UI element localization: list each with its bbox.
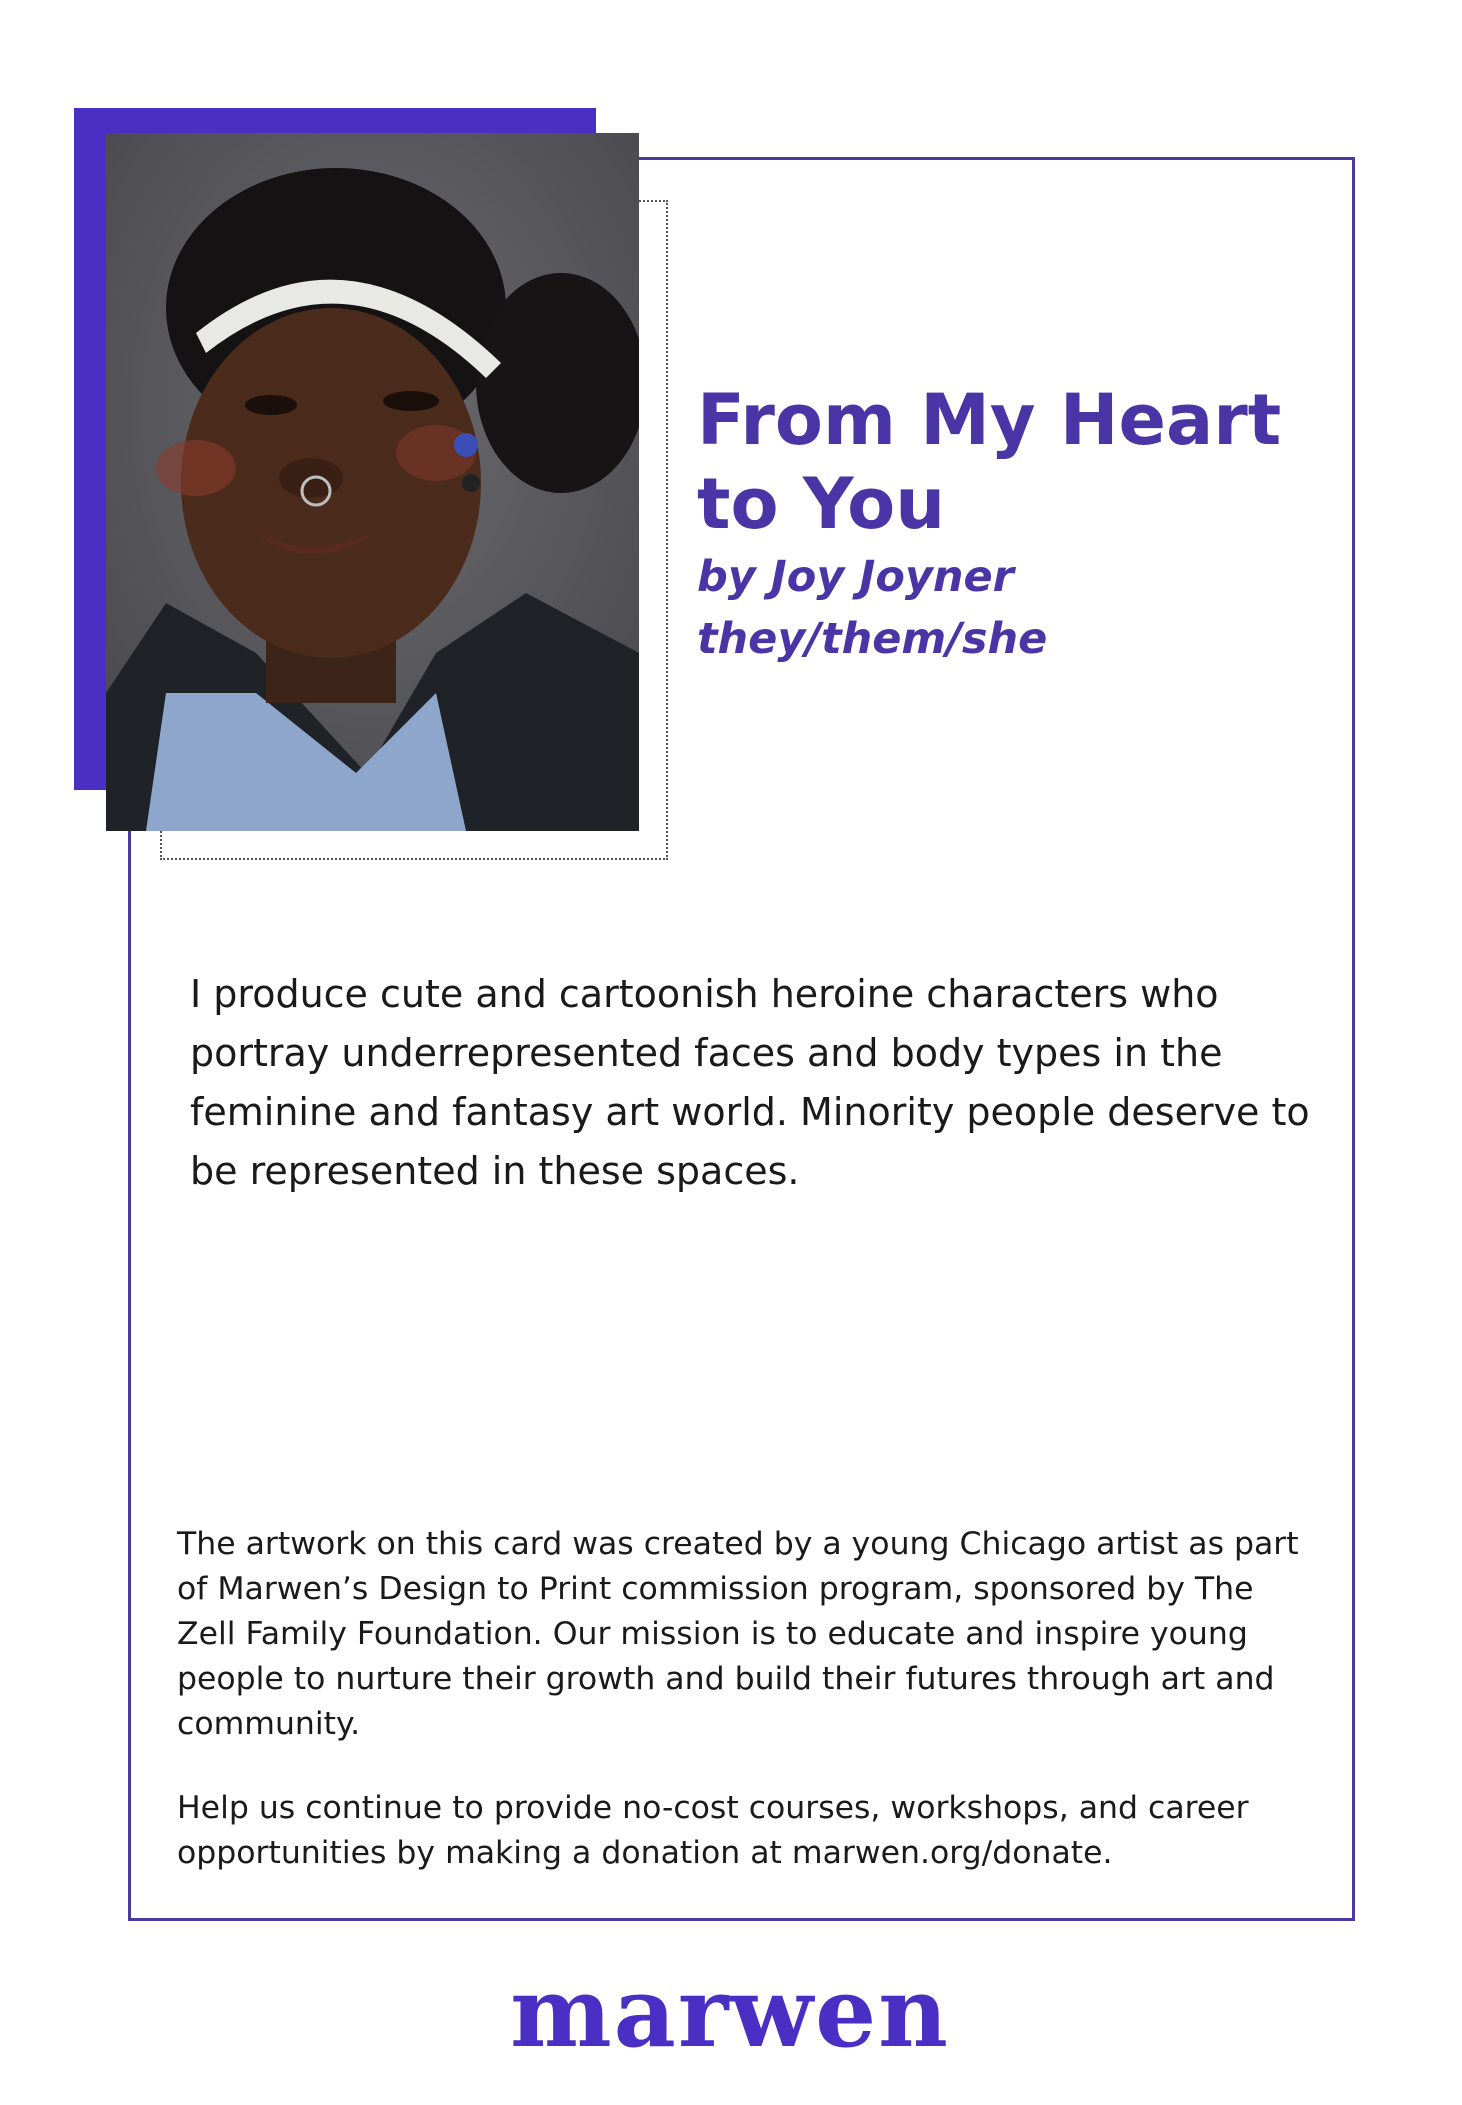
program-description: The artwork on this card was created by a young Chicago artist as part of Marwen’s Design to Print commission program, sponsored by The Zell Family Foundation. Our mission is to educate and inspire young people to nurture their growth and build their futures through art and community. — [177, 1526, 1299, 1742]
artist-portrait-photo — [106, 133, 639, 831]
artwork-title: From My Heart to You — [697, 379, 1282, 545]
artist-byline-block — [697, 546, 1317, 670]
portrait-illustration — [106, 133, 639, 831]
artist-name: by Joy Joyner — [697, 552, 1014, 602]
marwen-logo: marwen — [510, 1956, 950, 2069]
artist-statement: I produce cute and cartoonish heroine characters who portray underrepresented faces and body types in the feminine and fantasy art world. Minority people deserve to be represented in these spaces. — [190, 972, 1310, 1193]
artist-pronouns: they/them/she — [697, 614, 1048, 664]
donation-appeal: Help us continue to provide no-cost courses, workshops, and career opportunities by making a donation at marwen.org/donate. — [177, 1790, 1249, 1871]
